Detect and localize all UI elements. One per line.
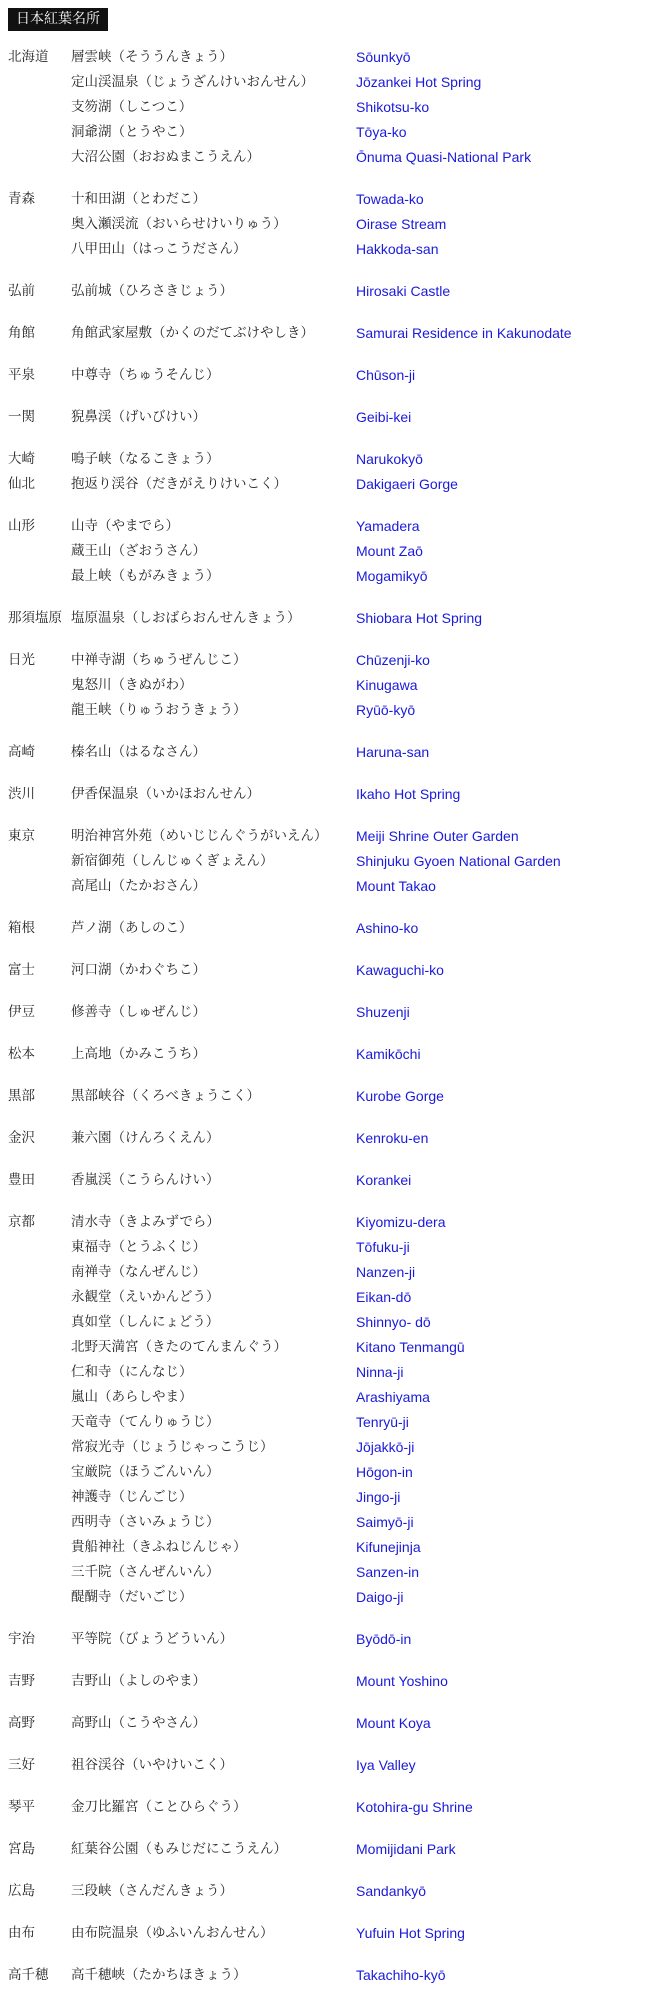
region-label: 箱根 (8, 920, 35, 936)
list-item (8, 673, 638, 698)
list-item (8, 1560, 638, 1585)
list-item (8, 363, 638, 388)
page-title: 日本紅葉名所 (8, 8, 108, 31)
place-name-japanese: 蔵王山（ざおうさん） (71, 543, 206, 559)
place-name-japanese: 新宿御苑（しんじゅくぎょえん） (71, 853, 274, 869)
place-link-english[interactable]: Kamikōchi (356, 1046, 421, 1062)
region-label: 広島 (8, 1883, 35, 1899)
region-group (8, 1711, 638, 1736)
list-item (8, 1510, 638, 1535)
place-link-english[interactable]: Ninna-ji (356, 1364, 404, 1380)
list-item (8, 1585, 638, 1610)
list-item (8, 824, 638, 849)
place-link-english[interactable]: Shikotsu-ko (356, 99, 430, 115)
region-group (8, 740, 638, 765)
place-link-english[interactable]: Haruna-san (356, 744, 430, 760)
list-item (8, 1385, 638, 1410)
region-label: 東京 (8, 828, 35, 844)
place-name-japanese: 山寺（やまでら） (71, 518, 179, 534)
region-group (8, 648, 638, 723)
region-label: 渋川 (8, 786, 35, 802)
place-link-english[interactable]: Chūzenji-ko (356, 652, 430, 668)
place-name-japanese: 十和田湖（とわだこ） (71, 191, 206, 207)
region-label: 伊豆 (8, 1004, 35, 1020)
place-link-english[interactable]: Kifunejinja (356, 1539, 421, 1555)
place-link-english[interactable]: Kitano Tenmangū (356, 1339, 465, 1355)
region-group (8, 916, 638, 941)
place-name-japanese: 塩原温泉（しおばらおんせんきょう） (71, 610, 301, 626)
region-group (8, 514, 638, 589)
place-name-japanese: 層雲峡（そううんきょう） (71, 49, 233, 65)
place-name-japanese: 弘前城（ひろさきじょう） (71, 283, 233, 299)
list-item (8, 1210, 638, 1235)
region-group (8, 1879, 638, 1904)
place-link-english[interactable]: Kotohira-gu Shrine (356, 1799, 473, 1815)
place-name-japanese: 中尊寺（ちゅうそんじ） (71, 367, 220, 383)
place-link-english[interactable]: Shuzenji (356, 1004, 410, 1020)
place-link-english[interactable]: Iya Valley (356, 1757, 416, 1773)
list-item (8, 1921, 638, 1946)
region-group (8, 1126, 638, 1151)
place-name-japanese: 北野天満宮（きたのてんまんぐう） (71, 1339, 287, 1355)
place-name-japanese: 八甲田山（はっこうださん） (71, 241, 247, 257)
place-link-english[interactable]: Eikan-dō (356, 1289, 412, 1305)
place-link-english[interactable]: Takachiho-kyō (356, 1967, 446, 1983)
place-link-english[interactable]: Byōdō-in (356, 1631, 412, 1647)
list-item (8, 1084, 638, 1109)
list-item (8, 1000, 638, 1025)
region-group (8, 279, 638, 304)
region-group (8, 958, 638, 983)
place-name-japanese: 中禅寺湖（ちゅうぜんじこ） (71, 652, 247, 668)
region-label: 豊田 (8, 1172, 35, 1188)
region-label: 仙北 (8, 476, 35, 492)
place-link-english[interactable]: Hirosaki Castle (356, 283, 451, 299)
place-name-japanese: 最上峡（もがみきょう） (71, 568, 220, 584)
place-name-japanese: 抱返り渓谷（だきがえりけいこく） (71, 476, 287, 492)
place-link-english[interactable]: Shinnyo- dō (356, 1314, 431, 1330)
region-label: 富士 (8, 962, 35, 978)
place-link-english[interactable]: Mogamikyō (356, 568, 428, 584)
place-name-japanese: 由布院温泉（ゆふいんおんせん） (71, 1925, 274, 1941)
place-name-japanese: 宝厳院（ほうごんいん） (71, 1464, 220, 1480)
region-label: 平泉 (8, 367, 35, 383)
region-label: 京都 (8, 1214, 35, 1230)
place-name-japanese: 芦ノ湖（あしのこ） (71, 920, 193, 936)
place-name-japanese: 奥入瀬渓流（おいらせけいりゅう） (71, 216, 287, 232)
place-name-japanese: 角館武家屋敷（かくのだてぶけやしき） (71, 325, 314, 341)
region-label: 一関 (8, 409, 35, 425)
place-link-english[interactable]: Shiobara Hot Spring (356, 610, 483, 626)
place-name-japanese: 兼六園（けんろくえん） (71, 1130, 220, 1146)
place-link-english[interactable]: Kenroku-en (356, 1130, 429, 1146)
list-item (8, 539, 638, 564)
place-link-english[interactable]: Towada-ko (356, 191, 424, 207)
place-link-english[interactable]: Yufuin Hot Spring (356, 1925, 465, 1941)
region-group (8, 1210, 638, 1610)
place-name-japanese: 高千穂峡（たかちほきょう） (71, 1967, 247, 1983)
region-label: 高千穂 (8, 1967, 49, 1983)
list-item (8, 648, 638, 673)
list-item (8, 1435, 638, 1460)
place-link-english[interactable]: Kawaguchi-ko (356, 962, 444, 978)
list-item (8, 1669, 638, 1694)
list-item (8, 782, 638, 807)
place-link-english[interactable]: Shinjuku Gyoen National Garden (356, 853, 561, 869)
spot-list (8, 45, 638, 2005)
list-item (8, 1879, 638, 1904)
place-link-english[interactable]: Saimyō-ji (356, 1514, 414, 1530)
region-label: 金沢 (8, 1130, 35, 1146)
place-link-english[interactable]: Ikaho Hot Spring (356, 786, 461, 802)
list-item (8, 1335, 638, 1360)
place-link-english[interactable]: Narukokyō (356, 451, 423, 467)
list-item (8, 1837, 638, 1862)
place-name-japanese: 高野山（こうやさん） (71, 1715, 206, 1731)
list-item (8, 1410, 638, 1435)
place-name-japanese: 清水寺（きよみずでら） (71, 1214, 220, 1230)
place-link-english[interactable]: Kinugawa (356, 677, 418, 693)
region-group (8, 782, 638, 807)
list-item (8, 1795, 638, 1820)
place-name-japanese: 貴船神社（きふねじんじゃ） (71, 1539, 247, 1555)
place-name-japanese: 龍王峡（りゅうおうきょう） (71, 702, 247, 718)
place-name-japanese: 猊鼻渓（げいびけい） (71, 409, 206, 425)
region-group (8, 405, 638, 430)
place-name-japanese: 仁和寺（にんなじ） (71, 1364, 193, 1380)
place-link-english[interactable]: Hakkoda-san (356, 241, 439, 257)
place-name-japanese: 三段峡（さんだんきょう） (71, 1883, 233, 1899)
list-item (8, 1460, 638, 1485)
place-name-japanese: 三千院（さんぜんいん） (71, 1564, 220, 1580)
list-item (8, 1485, 638, 1510)
place-name-japanese: 西明寺（さいみょうじ） (71, 1514, 220, 1530)
place-name-japanese: 大沼公園（おおぬまこうえん） (71, 149, 260, 165)
place-link-english[interactable]: Tōfuku-ji (356, 1239, 410, 1255)
region-group (8, 1963, 638, 1988)
place-link-english[interactable]: Ashino-ko (356, 920, 419, 936)
region-group (8, 45, 638, 170)
place-link-english[interactable]: Tenryū-ji (356, 1414, 409, 1430)
place-name-japanese: 支笏湖（しこつこ） (71, 99, 193, 115)
list-item (8, 849, 638, 874)
place-name-japanese: 祖谷渓谷（いやけいこく） (71, 1757, 233, 1773)
place-name-japanese: 南禅寺（なんぜんじ） (71, 1264, 206, 1280)
place-name-japanese: 真如堂（しんにょどう） (71, 1314, 220, 1330)
region-group (8, 824, 638, 899)
region-group (8, 363, 638, 388)
region-group (8, 1168, 638, 1193)
place-link-english[interactable]: Geibi-kei (356, 409, 412, 425)
place-link-english[interactable]: Mount Takao (356, 878, 436, 894)
place-link-english[interactable]: Arashiyama (356, 1389, 430, 1405)
list-item (8, 1260, 638, 1285)
region-label: 北海道 (8, 49, 49, 65)
list-item (8, 447, 638, 472)
place-link-english[interactable]: Sandankyō (356, 1883, 427, 1899)
place-link-english[interactable]: Daigo-ji (356, 1589, 404, 1605)
list-item (8, 321, 638, 346)
place-link-english[interactable]: Tōya-ko (356, 124, 407, 140)
place-name-japanese: 永観堂（えいかんどう） (71, 1289, 220, 1305)
region-group (8, 1921, 638, 1946)
region-group (8, 1669, 638, 1694)
list-item (8, 472, 638, 497)
place-link-english[interactable]: Ōnuma Quasi-National Park (356, 149, 532, 165)
place-name-japanese: 鳴子峡（なるこきょう） (71, 451, 220, 467)
place-link-english[interactable]: Momijidani Park (356, 1841, 456, 1857)
place-link-english[interactable]: Mount Koya (356, 1715, 431, 1731)
place-name-japanese: 天竜寺（てんりゅうじ） (71, 1414, 220, 1430)
region-group (8, 187, 638, 262)
place-name-japanese: 嵐山（あらしやま） (71, 1389, 193, 1405)
list-item (8, 70, 638, 95)
place-link-english[interactable]: Yamadera (356, 518, 420, 534)
region-label: 三好 (8, 1757, 35, 1773)
region-group (8, 1627, 638, 1652)
region-group (8, 1084, 638, 1109)
list-item (8, 1360, 638, 1385)
region-label: 松本 (8, 1046, 35, 1062)
list-item (8, 237, 638, 262)
list-item (8, 1126, 638, 1151)
place-name-japanese: 伊香保温泉（いかほおんせん） (71, 786, 260, 802)
region-group (8, 1042, 638, 1067)
list-item (8, 1310, 638, 1335)
place-name-japanese: 香嵐渓（こうらんけい） (71, 1172, 220, 1188)
place-link-english[interactable]: Oirase Stream (356, 216, 447, 232)
region-label: 山形 (8, 518, 35, 534)
list-item (8, 1753, 638, 1778)
region-label: 黒部 (8, 1088, 35, 1104)
list-item (8, 874, 638, 899)
place-name-japanese: 鬼怒川（きぬがわ） (71, 677, 193, 693)
place-name-japanese: 吉野山（よしのやま） (71, 1673, 206, 1689)
list-item (8, 1627, 638, 1652)
list-item (8, 1168, 638, 1193)
region-label: 青森 (8, 191, 35, 207)
place-link-english[interactable]: Jōzankei Hot Spring (356, 74, 482, 90)
region-label: 大崎 (8, 451, 35, 467)
place-link-english[interactable]: Samurai Residence in Kakunodate (356, 325, 572, 341)
list-item (8, 1535, 638, 1560)
place-link-english[interactable]: Jōjakkō-ji (356, 1439, 415, 1455)
place-name-japanese: 平等院（びょうどういん） (71, 1631, 233, 1647)
list-item (8, 212, 638, 237)
region-label: 高崎 (8, 744, 35, 760)
place-link-english[interactable]: Kiyomizu-dera (356, 1214, 446, 1230)
place-name-japanese: 黒部峡谷（くろべきょうこく） (71, 1088, 260, 1104)
list-item (8, 1963, 638, 1988)
place-link-english[interactable]: Mount Zaō (356, 543, 423, 559)
region-label: 弘前 (8, 283, 35, 299)
region-label: 由布 (8, 1925, 35, 1941)
list-item (8, 187, 638, 212)
place-name-japanese: 金刀比羅宮（ことひらぐう） (71, 1799, 247, 1815)
place-name-japanese: 東福寺（とうふくじ） (71, 1239, 206, 1255)
place-link-english[interactable]: Chūson-ji (356, 367, 416, 383)
list-item (8, 145, 638, 170)
place-name-japanese: 定山渓温泉（じょうざんけいおんせん） (71, 74, 314, 90)
list-item (8, 958, 638, 983)
place-name-japanese: 上高地（かみこうち） (71, 1046, 206, 1062)
list-item (8, 740, 638, 765)
place-name-japanese: 高尾山（たかおさん） (71, 878, 206, 894)
region-group (8, 447, 638, 472)
list-item (8, 916, 638, 941)
place-name-japanese: 榛名山（はるなさん） (71, 744, 206, 760)
region-group (8, 606, 638, 631)
list-item (8, 514, 638, 539)
place-name-japanese: 常寂光寺（じょうじゃっこうじ） (71, 1439, 274, 1455)
place-link-english[interactable]: Sanzen-in (356, 1564, 420, 1580)
region-label: 琴平 (8, 1799, 35, 1815)
region-group (8, 1753, 638, 1778)
place-link-english[interactable]: Jingo-ji (356, 1489, 401, 1505)
place-link-english[interactable]: Kurobe Gorge (356, 1088, 444, 1104)
place-link-english[interactable]: Hōgon-in (356, 1464, 413, 1480)
list-item (8, 405, 638, 430)
place-name-japanese: 紅葉谷公園（もみじだにこうえん） (71, 1841, 287, 1857)
place-link-english[interactable]: Korankei (356, 1172, 412, 1188)
list-item (8, 279, 638, 304)
place-name-japanese: 洞爺湖（とうやこ） (71, 124, 193, 140)
region-group (8, 1000, 638, 1025)
list-item (8, 1285, 638, 1310)
place-name-japanese: 河口湖（かわぐちこ） (71, 962, 206, 978)
region-group (8, 1837, 638, 1862)
list-item (8, 95, 638, 120)
region-label: 宮島 (8, 1841, 35, 1857)
list-item (8, 1711, 638, 1736)
region-group (8, 1795, 638, 1820)
region-label: 宇治 (8, 1631, 35, 1647)
region-group (8, 472, 638, 497)
place-name-japanese: 明治神宮外苑（めいじじんぐうがいえん） (71, 828, 328, 844)
region-group (8, 321, 638, 346)
region-label: 吉野 (8, 1673, 35, 1689)
region-label: 日光 (8, 652, 35, 668)
place-link-english[interactable]: Meiji Shrine Outer Garden (356, 828, 519, 844)
place-name-japanese: 醍醐寺（だいごじ） (71, 1589, 193, 1605)
list-item (8, 1235, 638, 1260)
place-link-english[interactable]: Sōunkyō (356, 49, 411, 65)
region-label: 角館 (8, 325, 35, 341)
list-item (8, 606, 638, 631)
list-item (8, 1042, 638, 1067)
place-name-japanese: 修善寺（しゅぜんじ） (71, 1004, 206, 1020)
list-item (8, 564, 638, 589)
list-item (8, 45, 638, 70)
region-label: 那須塩原 (8, 610, 62, 626)
place-name-japanese: 神護寺（じんごじ） (71, 1489, 193, 1505)
list-item (8, 120, 638, 145)
region-label: 高野 (8, 1715, 35, 1731)
place-link-english[interactable]: Mount Yoshino (356, 1673, 448, 1689)
place-link-english[interactable]: Dakigaeri Gorge (356, 476, 458, 492)
place-link-english[interactable]: Nanzen-ji (356, 1264, 416, 1280)
place-link-english[interactable]: Ryūō-kyō (356, 702, 416, 718)
list-item (8, 698, 638, 723)
